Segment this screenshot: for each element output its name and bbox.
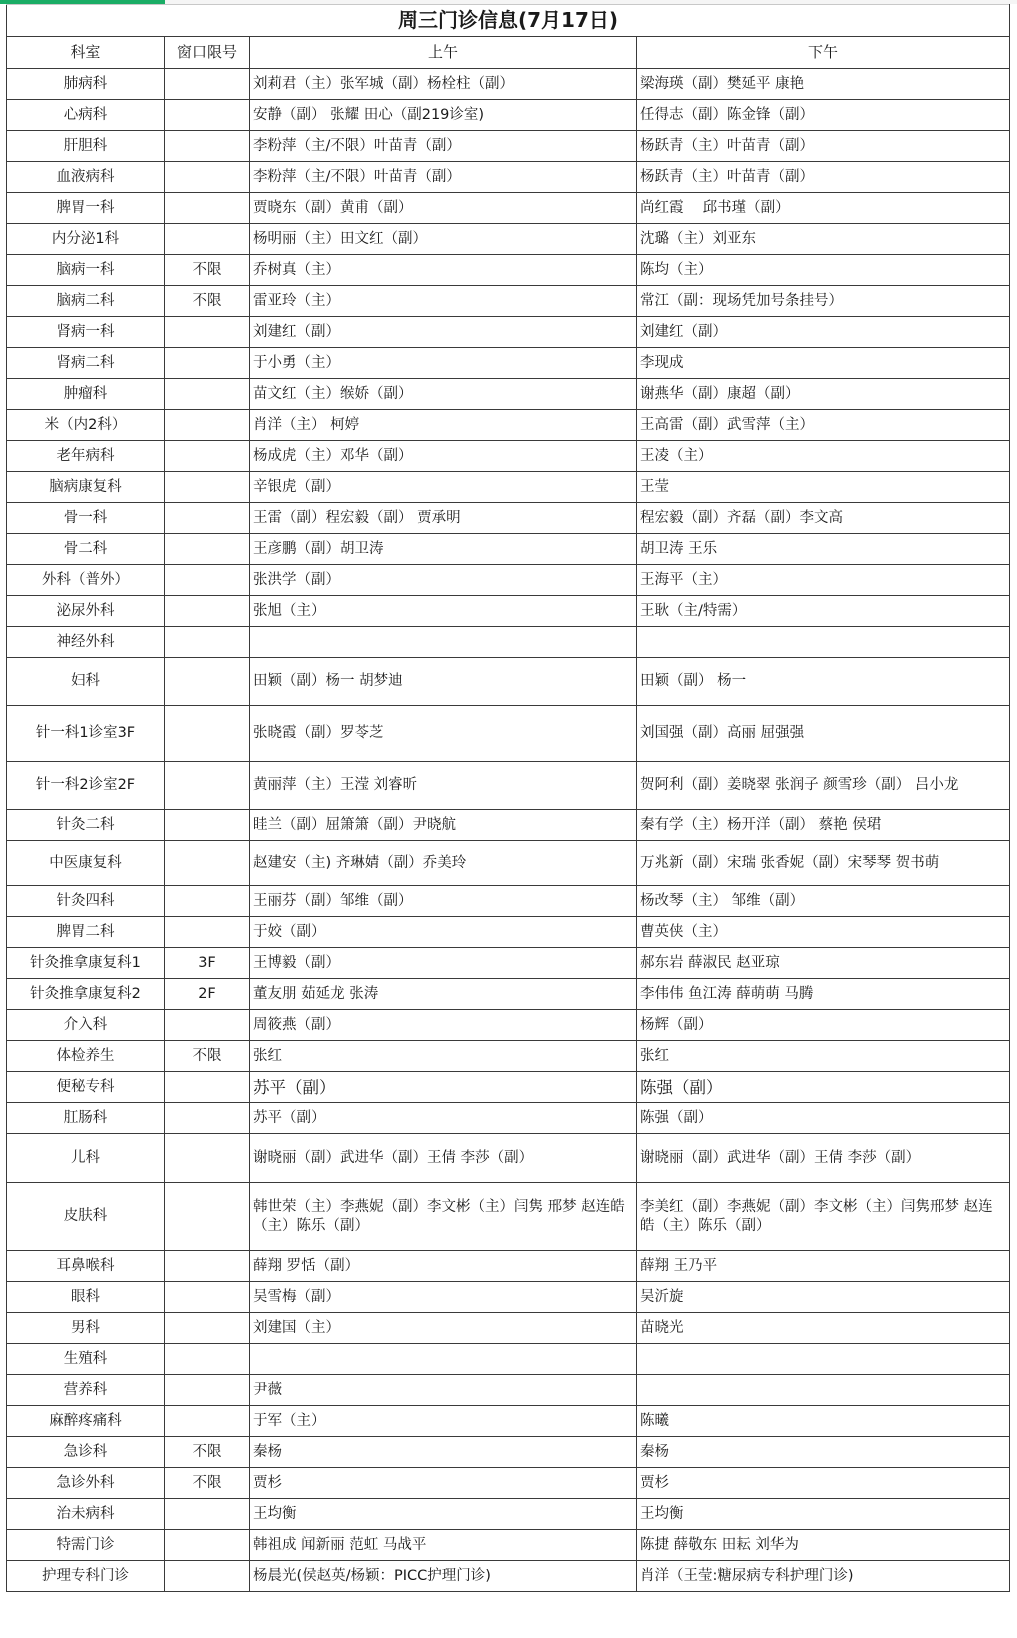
window-limit-cell[interactable] [165, 1010, 250, 1041]
department-cell[interactable]: 骨一科 [7, 503, 165, 534]
header-row [7, 37, 1010, 69]
department-cell[interactable]: 脾胃一科 [7, 193, 165, 224]
window-limit-cell[interactable] [165, 886, 250, 917]
header-afternoon: 下午 [637, 37, 1010, 69]
afternoon-doctors-cell[interactable]: 杨改琴（主） 邹维（副） [637, 886, 1010, 917]
window-limit-cell[interactable] [165, 841, 250, 886]
morning-doctors-cell[interactable]: 眭兰（副）屈箫箫（副）尹晓航 [250, 810, 637, 841]
afternoon-doctors-cell[interactable]: 陈强（副） [637, 1103, 1010, 1134]
afternoon-doctors-cell[interactable]: 王凌（主） [637, 441, 1010, 472]
department-cell[interactable]: 针灸推拿康复科2 [7, 979, 165, 1010]
morning-doctors-cell[interactable]: 李粉萍（主/不限）叶苗青（副） [250, 162, 637, 193]
window-limit-cell[interactable] [165, 1134, 250, 1183]
afternoon-doctors-cell[interactable]: 程宏毅（副）齐磊（副）李文高 [637, 503, 1010, 534]
afternoon-doctors-cell[interactable]: 杨跃青（主）叶苗青（副） [637, 162, 1010, 193]
table-row [7, 979, 1010, 1010]
window-limit-cell[interactable] [165, 1282, 250, 1313]
table-row [7, 1134, 1010, 1183]
window-limit-cell[interactable] [165, 1183, 250, 1251]
morning-doctors-cell[interactable]: 韩祖成 闻新丽 范虹 马战平 [250, 1530, 637, 1561]
morning-doctors-cell[interactable]: 王博毅（副） [250, 948, 637, 979]
window-limit-cell[interactable] [165, 1344, 250, 1375]
window-limit-cell[interactable] [165, 762, 250, 810]
department-cell[interactable]: 米（内2科） [7, 410, 165, 441]
afternoon-doctors-cell[interactable]: 秦有学（主）杨开洋（副） 蔡艳 侯珺 [637, 810, 1010, 841]
table-row [7, 348, 1010, 379]
department-cell[interactable]: 针一科1诊室3F [7, 706, 165, 762]
department-cell[interactable]: 心病科 [7, 100, 165, 131]
morning-doctors-cell[interactable]: 于姣（副） [250, 917, 637, 948]
window-limit-cell[interactable] [165, 1406, 250, 1437]
department-cell[interactable]: 肾病一科 [7, 317, 165, 348]
department-cell[interactable]: 皮肤科 [7, 1183, 165, 1251]
window-limit-cell[interactable] [165, 224, 250, 255]
morning-doctors-cell[interactable]: 王均衡 [250, 1499, 637, 1530]
department-cell[interactable]: 妇科 [7, 658, 165, 706]
schedule-title: 周三门诊信息(7月17日) [7, 5, 1010, 37]
morning-doctors-cell[interactable]: 张晓霞（副）罗苓芝 [250, 706, 637, 762]
morning-doctors-cell[interactable]: 苗文红（主）缑娇（副） [250, 379, 637, 410]
window-limit-cell[interactable] [165, 1313, 250, 1344]
table-row [7, 1468, 1010, 1499]
department-cell[interactable]: 耳鼻喉科 [7, 1251, 165, 1282]
window-limit-cell[interactable]: 不限 [165, 1041, 250, 1072]
morning-doctors-cell[interactable]: 田颖（副）杨一 胡梦迪 [250, 658, 637, 706]
window-limit-cell[interactable] [165, 162, 250, 193]
afternoon-doctors-cell[interactable]: 陈捷 薛敬东 田耘 刘华为 [637, 1530, 1010, 1561]
morning-doctors-cell[interactable]: 杨成虎（主）邓华（副） [250, 441, 637, 472]
window-limit-cell[interactable]: 2F [165, 979, 250, 1010]
morning-doctors-cell[interactable]: 贾晓东（副）黄甫（副） [250, 193, 637, 224]
morning-doctors-cell[interactable]: 杨晨光(侯赵英/杨颖：PICC护理门诊) [250, 1561, 637, 1592]
table-row [7, 1103, 1010, 1134]
morning-doctors-cell[interactable]: 董友朋 茹延龙 张涛 [250, 979, 637, 1010]
department-cell[interactable]: 脑病一科 [7, 255, 165, 286]
department-cell[interactable]: 急诊科 [7, 1437, 165, 1468]
table-row [7, 886, 1010, 917]
window-limit-cell[interactable] [165, 1251, 250, 1282]
morning-doctors-cell[interactable]: 赵建安（主) 齐琳婧（副）乔美玲 [250, 841, 637, 886]
afternoon-doctors-cell[interactable] [637, 627, 1010, 658]
afternoon-doctors-cell[interactable]: 郝东岩 薛淑民 赵亚琼 [637, 948, 1010, 979]
window-limit-cell[interactable] [165, 1072, 250, 1103]
table-row [7, 441, 1010, 472]
afternoon-doctors-cell[interactable]: 万兆新（副）宋瑞 张香妮（副）宋琴琴 贺书萌 [637, 841, 1010, 886]
morning-doctors-cell[interactable]: 周筱燕（副） [250, 1010, 637, 1041]
afternoon-doctors-cell[interactable]: 沈璐（主）刘亚东 [637, 224, 1010, 255]
table-row [7, 627, 1010, 658]
department-cell[interactable]: 急诊外科 [7, 1468, 165, 1499]
department-cell[interactable]: 男科 [7, 1313, 165, 1344]
department-cell[interactable]: 老年病科 [7, 441, 165, 472]
department-cell[interactable]: 护理专科门诊 [7, 1561, 165, 1592]
department-cell[interactable]: 针灸四科 [7, 886, 165, 917]
table-row [7, 565, 1010, 596]
clinic-schedule-table [6, 4, 1010, 1592]
table-row [7, 534, 1010, 565]
department-cell[interactable]: 肝胆科 [7, 131, 165, 162]
afternoon-doctors-cell[interactable]: 陈均（主） [637, 255, 1010, 286]
window-limit-cell[interactable] [165, 131, 250, 162]
afternoon-doctors-cell[interactable]: 田颖（副） 杨一 [637, 658, 1010, 706]
department-cell[interactable]: 营养科 [7, 1375, 165, 1406]
morning-doctors-cell[interactable]: 王丽芬（副）邹维（副） [250, 886, 637, 917]
window-limit-cell[interactable] [165, 1103, 250, 1134]
afternoon-doctors-cell[interactable]: 王海平（主） [637, 565, 1010, 596]
morning-doctors-cell[interactable]: 吴雪梅（副） [250, 1282, 637, 1313]
afternoon-doctors-cell[interactable]: 吴沂旋 [637, 1282, 1010, 1313]
table-row [7, 1344, 1010, 1375]
table-row [7, 162, 1010, 193]
department-cell[interactable]: 脑病二科 [7, 286, 165, 317]
window-limit-cell[interactable] [165, 534, 250, 565]
morning-doctors-cell[interactable]: 刘莉君（主）张军城（副）杨栓柱（副） [250, 69, 637, 100]
morning-doctors-cell[interactable]: 王彦鹏（副）胡卫涛 [250, 534, 637, 565]
table-row [7, 706, 1010, 762]
morning-doctors-cell[interactable]: 黄丽萍（主）王滢 刘睿昕 [250, 762, 637, 810]
morning-doctors-cell[interactable]: 薛翔 罗恬（副） [250, 1251, 637, 1282]
morning-doctors-cell[interactable]: 雷亚玲（主） [250, 286, 637, 317]
window-limit-cell[interactable] [165, 503, 250, 534]
table-row [7, 286, 1010, 317]
table-row [7, 1251, 1010, 1282]
morning-doctors-cell[interactable]: 于军（主） [250, 1406, 637, 1437]
morning-doctors-cell[interactable]: 肖洋（主） 柯婷 [250, 410, 637, 441]
window-limit-cell[interactable] [165, 100, 250, 131]
window-limit-cell[interactable]: 3F [165, 948, 250, 979]
department-cell[interactable]: 神经外科 [7, 627, 165, 658]
afternoon-doctors-cell[interactable]: 杨跃青（主）叶苗青（副） [637, 131, 1010, 162]
department-cell[interactable]: 中医康复科 [7, 841, 165, 886]
morning-doctors-cell[interactable]: 辛银虎（副） [250, 472, 637, 503]
department-cell[interactable]: 特需门诊 [7, 1530, 165, 1561]
table-row [7, 379, 1010, 410]
header-dept: 科室 [7, 37, 165, 69]
afternoon-doctors-cell[interactable]: 张红 [637, 1041, 1010, 1072]
table-row [7, 410, 1010, 441]
window-limit-cell[interactable] [165, 1499, 250, 1530]
window-limit-cell[interactable] [165, 810, 250, 841]
department-cell[interactable]: 治未病科 [7, 1499, 165, 1530]
table-row [7, 1561, 1010, 1592]
morning-doctors-cell[interactable] [250, 627, 637, 658]
afternoon-doctors-cell[interactable]: 王高雷（副）武雪萍（主） [637, 410, 1010, 441]
window-limit-cell[interactable] [165, 1530, 250, 1561]
department-cell[interactable]: 脾胃二科 [7, 917, 165, 948]
morning-doctors-cell[interactable]: 张红 [250, 1041, 637, 1072]
afternoon-doctors-cell[interactable]: 刘国强（副）高丽 屈强强 [637, 706, 1010, 762]
table-row [7, 317, 1010, 348]
morning-doctors-cell[interactable]: 刘建国（主） [250, 1313, 637, 1344]
window-limit-cell[interactable] [165, 193, 250, 224]
table-row [7, 658, 1010, 706]
table-row [7, 1041, 1010, 1072]
window-limit-cell[interactable] [165, 1561, 250, 1592]
header-window-limit: 窗口限号 [165, 37, 250, 69]
afternoon-doctors-cell[interactable]: 陈曦 [637, 1406, 1010, 1437]
afternoon-doctors-cell[interactable]: 梁海瑛（副）樊延平 康艳 [637, 69, 1010, 100]
table-row [7, 1282, 1010, 1313]
morning-doctors-cell[interactable]: 尹薇 [250, 1375, 637, 1406]
department-cell[interactable]: 泌尿外科 [7, 596, 165, 627]
department-cell[interactable]: 针灸二科 [7, 810, 165, 841]
afternoon-doctors-cell[interactable]: 谢燕华（副）康超（副） [637, 379, 1010, 410]
window-limit-cell[interactable]: 不限 [165, 255, 250, 286]
afternoon-doctors-cell[interactable] [637, 1344, 1010, 1375]
morning-doctors-cell[interactable]: 安静（副） 张耀 田心（副219诊室) [250, 100, 637, 131]
table-row [7, 100, 1010, 131]
department-cell[interactable]: 体检养生 [7, 1041, 165, 1072]
afternoon-doctors-cell[interactable]: 贺阿利（副）姜晓翠 张润子 颜雪珍（副） 吕小龙 [637, 762, 1010, 810]
morning-doctors-cell[interactable]: 苏平（副） [250, 1103, 637, 1134]
morning-doctors-cell[interactable]: 苏平（副） [250, 1072, 637, 1103]
window-limit-cell[interactable] [165, 596, 250, 627]
window-limit-cell[interactable] [165, 472, 250, 503]
department-cell[interactable]: 介入科 [7, 1010, 165, 1041]
table-row [7, 810, 1010, 841]
window-limit-cell[interactable] [165, 706, 250, 762]
table-row [7, 1530, 1010, 1561]
window-limit-cell[interactable] [165, 917, 250, 948]
morning-doctors-cell[interactable]: 乔树真（主） [250, 255, 637, 286]
window-limit-cell[interactable] [165, 1375, 250, 1406]
department-cell[interactable]: 麻醉疼痛科 [7, 1406, 165, 1437]
afternoon-doctors-cell[interactable]: 贾杉 [637, 1468, 1010, 1499]
afternoon-doctors-cell[interactable]: 李美红（副）李燕妮（副）李文彬（主）闫隽邢梦 赵连皓（主）陈乐（副） [637, 1183, 1010, 1251]
window-limit-cell[interactable] [165, 410, 250, 441]
table-row [7, 596, 1010, 627]
window-limit-cell[interactable]: 不限 [165, 1437, 250, 1468]
department-cell[interactable]: 骨二科 [7, 534, 165, 565]
department-cell[interactable]: 内分泌1科 [7, 224, 165, 255]
morning-doctors-cell[interactable]: 李粉萍（主/不限）叶苗青（副） [250, 131, 637, 162]
morning-doctors-cell[interactable]: 刘建红（副） [250, 317, 637, 348]
table-row [7, 948, 1010, 979]
afternoon-doctors-cell[interactable]: 曹英侠（主） [637, 917, 1010, 948]
table-row [7, 917, 1010, 948]
header-morning: 上午 [250, 37, 637, 69]
department-cell[interactable]: 生殖科 [7, 1344, 165, 1375]
department-cell[interactable]: 外科（普外） [7, 565, 165, 596]
department-cell[interactable]: 针一科2诊室2F [7, 762, 165, 810]
table-row [7, 1183, 1010, 1251]
table-row [7, 255, 1010, 286]
table-row [7, 224, 1010, 255]
afternoon-doctors-cell[interactable]: 薛翔 王乃平 [637, 1251, 1010, 1282]
afternoon-doctors-cell[interactable]: 杨辉（副） [637, 1010, 1010, 1041]
morning-doctors-cell[interactable]: 秦杨 [250, 1437, 637, 1468]
window-limit-cell[interactable] [165, 565, 250, 596]
afternoon-doctors-cell[interactable]: 秦杨 [637, 1437, 1010, 1468]
department-cell[interactable]: 便秘专科 [7, 1072, 165, 1103]
department-cell[interactable]: 针灸推拿康复科1 [7, 948, 165, 979]
afternoon-doctors-cell[interactable]: 苗晓光 [637, 1313, 1010, 1344]
table-row [7, 503, 1010, 534]
table-row [7, 1072, 1010, 1103]
window-limit-cell[interactable] [165, 658, 250, 706]
window-limit-cell[interactable] [165, 69, 250, 100]
morning-doctors-cell[interactable]: 于小勇（主） [250, 348, 637, 379]
afternoon-doctors-cell[interactable]: 刘建红（副） [637, 317, 1010, 348]
table-row [7, 762, 1010, 810]
afternoon-doctors-cell[interactable]: 胡卫涛 王乐 [637, 534, 1010, 565]
afternoon-doctors-cell[interactable]: 尚红霞 邱书瑾（副） [637, 193, 1010, 224]
department-cell[interactable]: 眼科 [7, 1282, 165, 1313]
department-cell[interactable]: 儿科 [7, 1134, 165, 1183]
table-row [7, 841, 1010, 886]
table-row [7, 1010, 1010, 1041]
department-cell[interactable]: 脑病康复科 [7, 472, 165, 503]
afternoon-doctors-cell[interactable]: 任得志（副）陈金锋（副） [637, 100, 1010, 131]
afternoon-doctors-cell[interactable]: 谢晓丽（副）武进华（副）王倩 李莎（副） [637, 1134, 1010, 1183]
afternoon-doctors-cell[interactable]: 王均衡 [637, 1499, 1010, 1530]
department-cell[interactable]: 肿瘤科 [7, 379, 165, 410]
table-row [7, 193, 1010, 224]
table-row [7, 472, 1010, 503]
afternoon-doctors-cell[interactable]: 王莹 [637, 472, 1010, 503]
window-limit-cell[interactable] [165, 441, 250, 472]
afternoon-doctors-cell[interactable]: 陈强（副） [637, 1072, 1010, 1103]
table-row [7, 131, 1010, 162]
afternoon-doctors-cell[interactable]: 肖洋（王莹:糖尿病专科护理门诊) [637, 1561, 1010, 1592]
department-cell[interactable]: 肾病二科 [7, 348, 165, 379]
morning-doctors-cell[interactable]: 谢晓丽（副）武进华（副）王倩 李莎（副） [250, 1134, 637, 1183]
window-limit-cell[interactable]: 不限 [165, 286, 250, 317]
table-row [7, 1499, 1010, 1530]
morning-doctors-cell[interactable] [250, 1344, 637, 1375]
morning-doctors-cell[interactable]: 张洪学（副） [250, 565, 637, 596]
table-row [7, 1313, 1010, 1344]
table-row [7, 69, 1010, 100]
window-limit-cell[interactable] [165, 348, 250, 379]
afternoon-doctors-cell[interactable]: 常江（副：现场凭加号条挂号） [637, 286, 1010, 317]
window-limit-cell[interactable] [165, 627, 250, 658]
department-cell[interactable]: 肺病科 [7, 69, 165, 100]
morning-doctors-cell[interactable]: 王雷（副）程宏毅（副） 贾承明 [250, 503, 637, 534]
afternoon-doctors-cell[interactable]: 王耿（主/特需） [637, 596, 1010, 627]
table-row [7, 1437, 1010, 1468]
window-limit-cell[interactable] [165, 317, 250, 348]
morning-doctors-cell[interactable]: 韩世荣（主）李燕妮（副）李文彬（主）闫隽 邢梦 赵连皓（主）陈乐（副） [250, 1183, 637, 1251]
afternoon-doctors-cell[interactable]: 李伟伟 鱼江涛 薛萌萌 马腾 [637, 979, 1010, 1010]
afternoon-doctors-cell[interactable]: 李现成 [637, 348, 1010, 379]
morning-doctors-cell[interactable]: 贾杉 [250, 1468, 637, 1499]
table-row [7, 1406, 1010, 1437]
department-cell[interactable]: 血液病科 [7, 162, 165, 193]
afternoon-doctors-cell[interactable] [637, 1375, 1010, 1406]
morning-doctors-cell[interactable]: 杨明丽（主）田文红（副） [250, 224, 637, 255]
morning-doctors-cell[interactable]: 张旭（主） [250, 596, 637, 627]
window-limit-cell[interactable] [165, 379, 250, 410]
table-row [7, 1375, 1010, 1406]
window-limit-cell[interactable]: 不限 [165, 1468, 250, 1499]
department-cell[interactable]: 肛肠科 [7, 1103, 165, 1134]
